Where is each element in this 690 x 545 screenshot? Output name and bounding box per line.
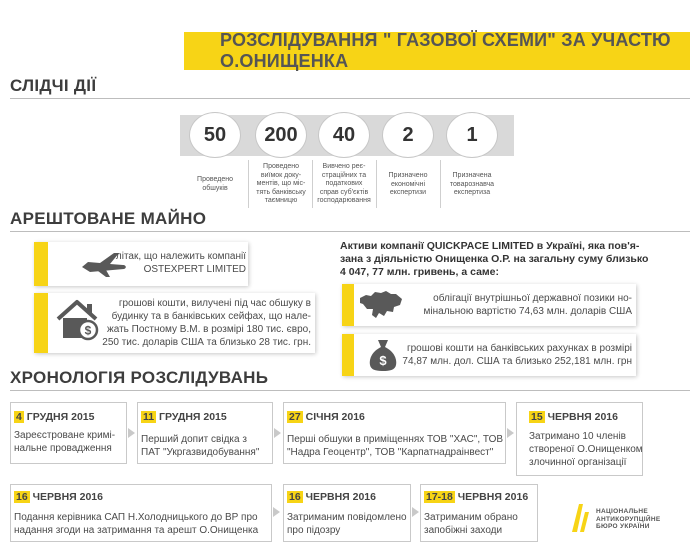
bonds-card-text: облігації внутрішньої державної позики но- мінальною вартістю 74,63 млн. доларів США: [423, 293, 632, 317]
stat-circle-economic-expertises: 2: [382, 112, 434, 158]
timeline-event: [516, 402, 643, 476]
stat-label-economic-expertises: Призначено економічні експертизи: [388, 172, 428, 197]
stat-label-cases: Вивчено реє- страційних та податкових справ суб'єктів господарювання: [317, 163, 371, 205]
timeline-date: 4 ГРУДНЯ 2015: [16, 411, 95, 423]
svg-text:$: $: [84, 323, 92, 338]
house-money-card-text: грошові кошти, вилучені під час обшуку в будинку та в банківських сейфах, що нале- жать Постному В.М. в розмірі 180 тис. євро, 250 тис. доларів США та близько 28 тис. грн.: [102, 298, 311, 348]
timeline-event: [10, 402, 127, 464]
timeline-event: [137, 402, 273, 464]
bank-accounts-card: [342, 334, 636, 376]
timeline-text: Затриманим обрано запобіжні заходи: [424, 512, 518, 536]
timeline-text: Зареєстроване кримі- нальне провадження: [14, 430, 116, 454]
section-heading-timeline: ХРОНОЛОГІЯ РОЗСЛІДУВАНЬ: [10, 368, 269, 387]
timeline-arrow: [507, 428, 514, 438]
timeline-date: 27 СІЧНЯ 2016: [289, 411, 365, 423]
timeline-text: Перші обшуки в приміщеннях ТОВ "ХАС", ТОВ "Надра Геоцентр", ТОВ "Карпатнадраінвест": [287, 434, 504, 458]
timeline-arrow: [128, 428, 135, 438]
section-divider: [10, 98, 690, 99]
timeline-arrow: [412, 507, 419, 517]
timeline-event: [10, 484, 272, 542]
stat-label-commodity-expertise: Призначена товарознавча експертиза: [449, 172, 495, 197]
section-heading-investigative-actions: СЛІДЧІ ДІЇ: [10, 76, 97, 95]
timeline-event: [283, 402, 506, 464]
section-divider: [10, 231, 690, 232]
timeline-event: [420, 484, 538, 542]
page-title: РОЗСЛІДУВАННЯ " ГАЗОВОЇ СХЕМИ" ЗА УЧАСТЮ О.ОНИЩЕНКА: [220, 30, 671, 71]
bonds-card: [342, 284, 636, 326]
timeline-arrow: [273, 507, 280, 517]
stat-divider: [440, 160, 441, 208]
stat-label-seizures: Проведено виїмок доку- ментів, що міс- тять банківську таємницю: [256, 163, 306, 205]
timeline-date: 15 ЧЕРВНЯ 2016: [531, 411, 618, 423]
timeline-text: Затримано 10 членів створеної О.Онищенком злочинної організації: [529, 431, 643, 468]
nabu-logo-icon: [570, 502, 592, 534]
svg-text:$: $: [379, 353, 387, 368]
timeline-date: 16 ЧЕРВНЯ 2016: [16, 491, 103, 503]
stat-divider: [248, 160, 249, 208]
stat-circle-searches: 50: [189, 112, 241, 158]
stat-divider: [376, 160, 377, 208]
section-divider: [10, 390, 690, 391]
plane-card-text: літак, що належить компанії OSTEXPERT LIMITED: [115, 251, 246, 275]
title-banner: [184, 32, 690, 70]
timeline-text: Перший допит свідка з ПАТ "Укргазвидобування": [141, 434, 260, 458]
plane-card: [34, 242, 248, 286]
section-heading-seized-property: АРЕШТОВАНЕ МАЙНО: [10, 209, 207, 228]
nabu-logo-text: НАЦІОНАЛЬНЕ АНТИКОРУПЦІЙНЕ БЮРО УКРАЇНИ: [596, 508, 661, 530]
timeline-date: 11 ГРУДНЯ 2015: [143, 411, 227, 423]
stat-circle-cases: 40: [318, 112, 370, 158]
stat-circle-seizures: 200: [255, 112, 307, 158]
timeline-text: Затриманим повідомлено про підозру: [287, 512, 407, 536]
quickpace-assets-text: Активи компанії QUICKPACE LIMITED в Україні, яка пов'я- зана з діяльністю Онищенка О.Р. на загальну суму близько 4 047, 77 млн. гривень, а саме:: [340, 240, 649, 278]
timeline-text: Подання керівника САП Н.Холодницького до ВР про надання згоди на затримання та арешт О.Онищенка: [14, 512, 259, 536]
stat-label-searches: Проведено обшуків: [197, 176, 233, 192]
timeline-arrow: [274, 428, 281, 438]
stat-circle-commodity-expertise: 1: [446, 112, 498, 158]
house-money-card: [34, 293, 315, 353]
bank-accounts-card-text: грошові кошти на банківських рахунках в розмірі 74,87 млн. дол. США та близько 252,181 млн. грн: [402, 343, 632, 367]
timeline-date: 16 ЧЕРВНЯ 2016: [289, 491, 376, 503]
timeline-event: [283, 484, 411, 542]
stat-divider: [312, 160, 313, 208]
timeline-date: 17-18 ЧЕРВНЯ 2016: [426, 491, 529, 503]
